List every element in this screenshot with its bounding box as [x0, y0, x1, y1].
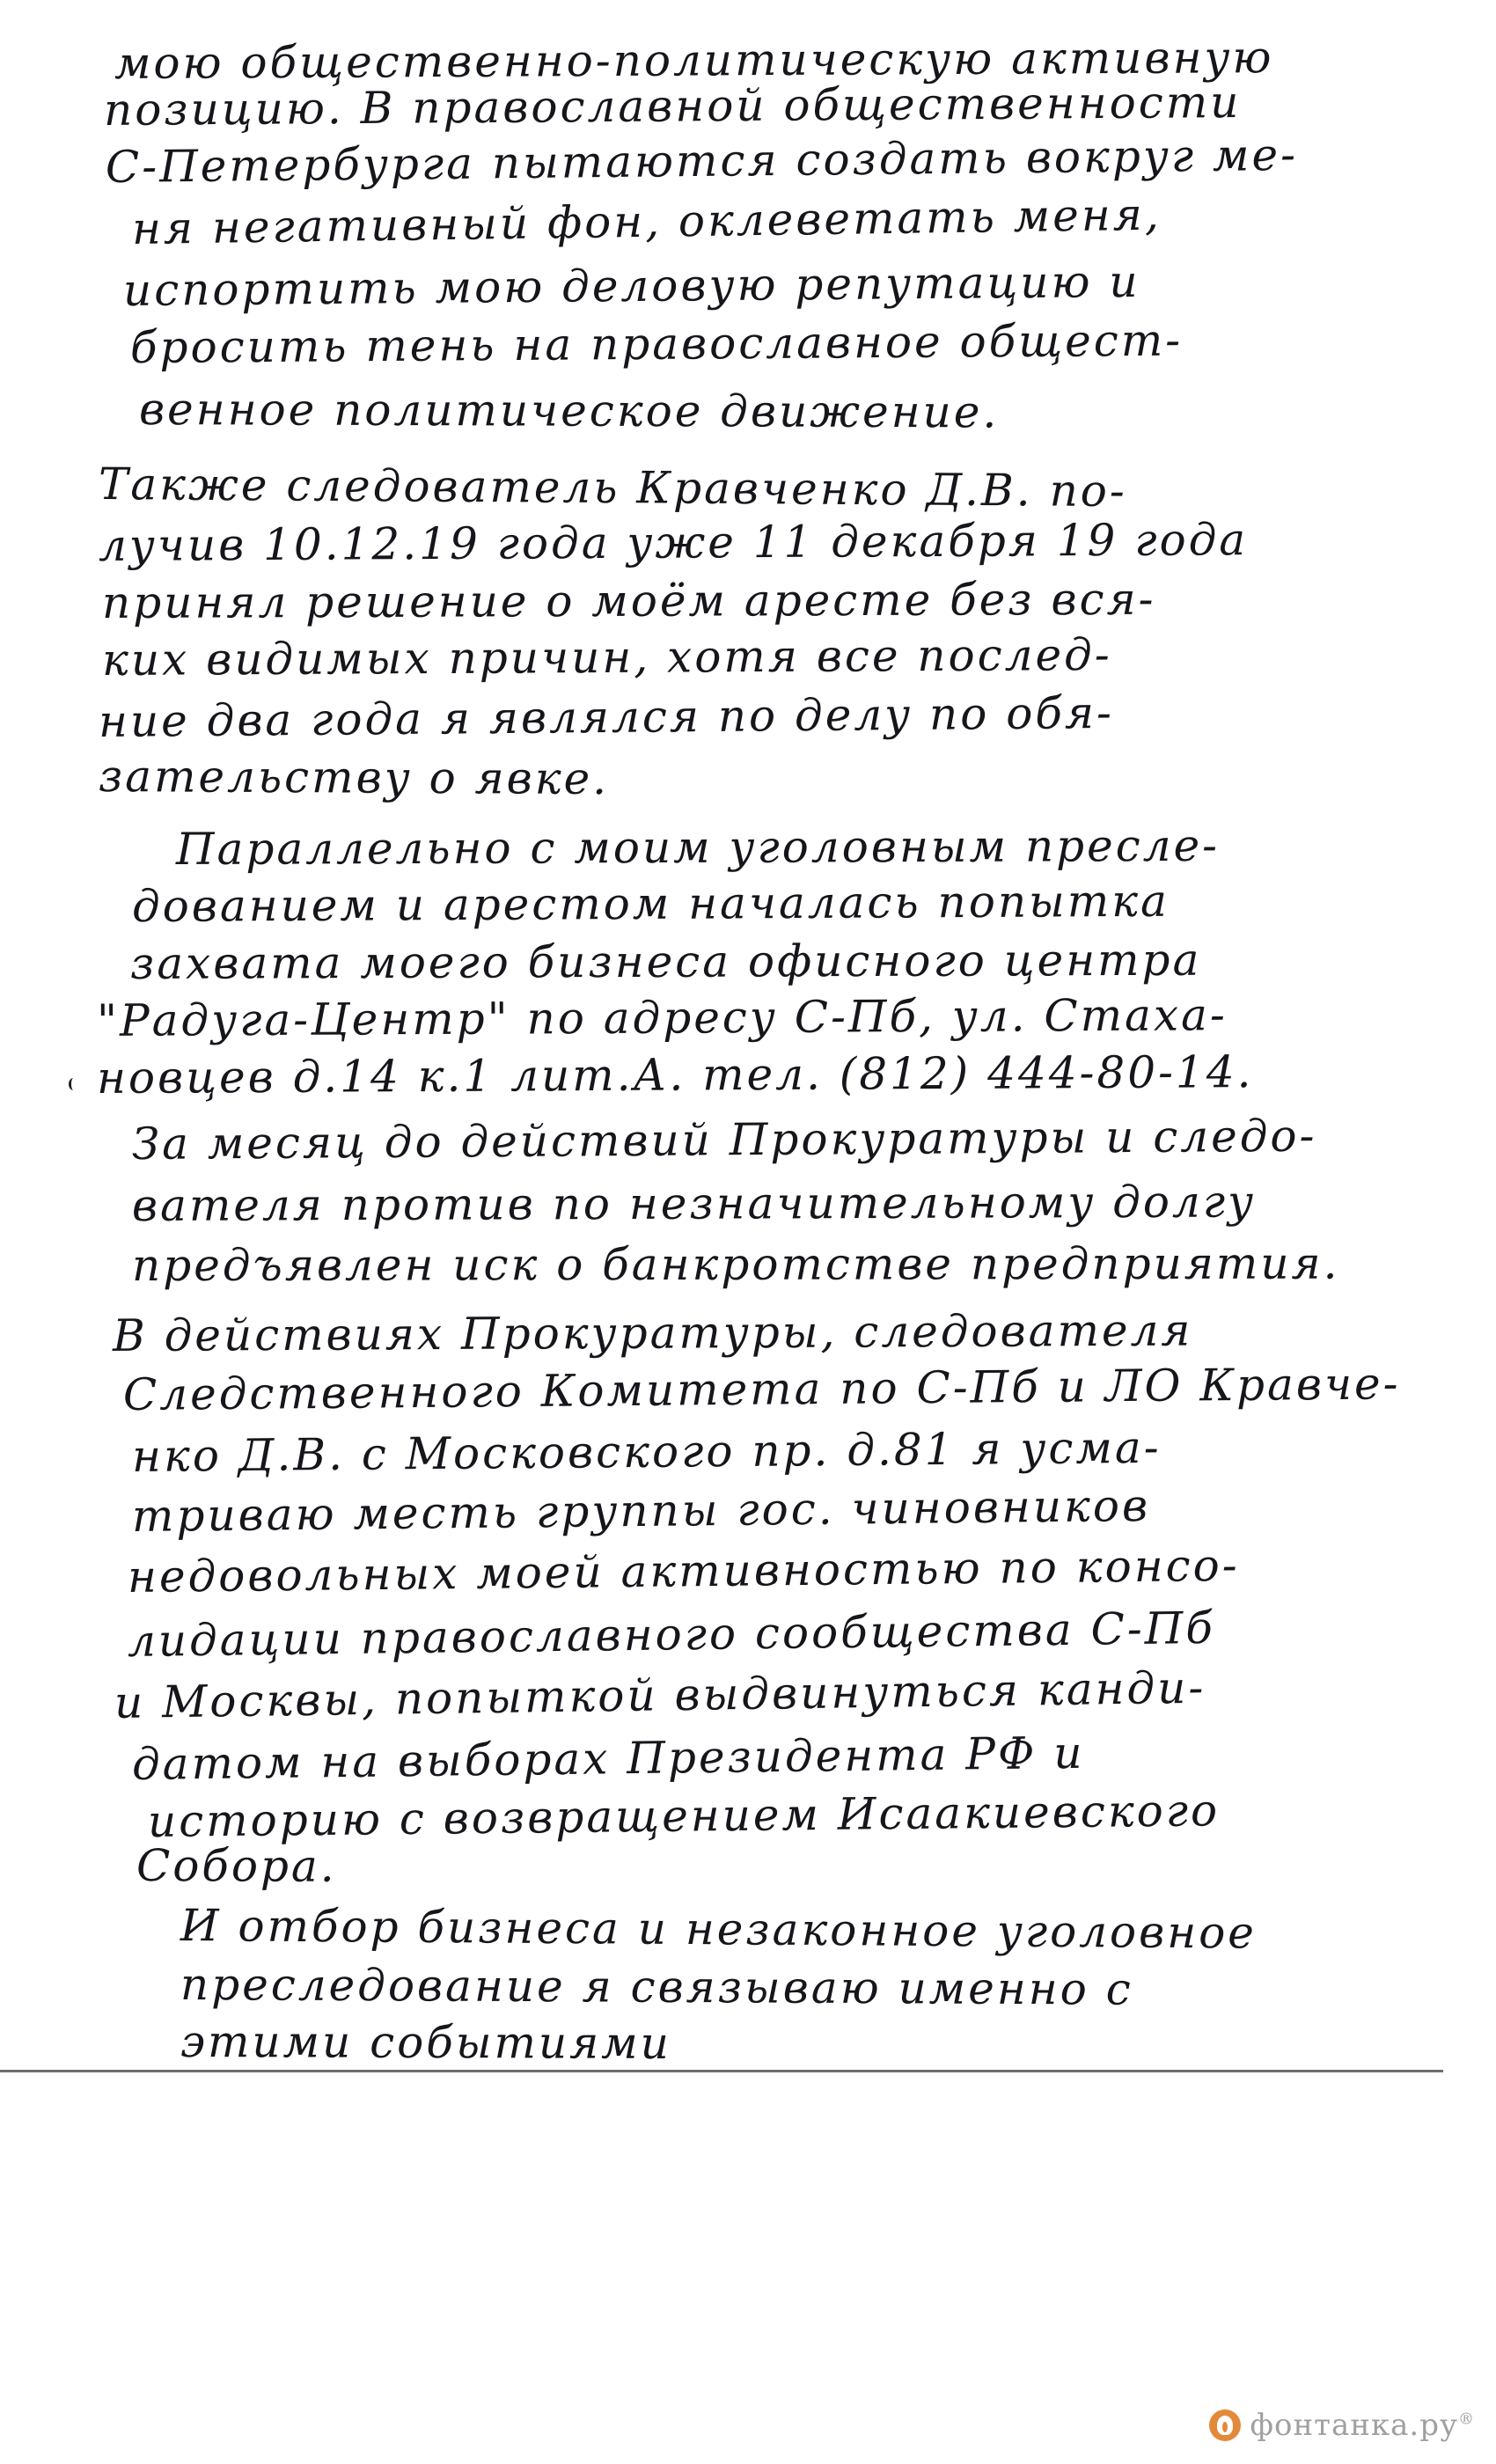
handwritten-line: бросить тень на православное общест- [129, 314, 1184, 373]
handwritten-line: венное политическое движение. [138, 384, 1000, 438]
handwritten-line: лидации православного сообщества С-Пб [127, 1602, 1216, 1667]
handwritten-line: испортить мою деловую репутацию и [122, 255, 1140, 316]
handwritten-line: преследование я связываю именно с [180, 1959, 1133, 2015]
handwritten-line: историю с возвращением Исаакиевского [147, 1785, 1221, 1847]
handwritten-line: Следственного Комитета по С-Пб и ЛО Кравче- [122, 1358, 1401, 1420]
handwritten-line: лучив 10.12.19 года уже 11 декабря 19 года [98, 514, 1249, 571]
scan-page-edge [0, 2070, 1443, 2072]
handwritten-line: зательству о явке. [98, 751, 610, 805]
handwritten-line: Параллельно с моим уголовным пресле- [175, 819, 1221, 875]
handwritten-line: датом на выборах Президента РФ и [131, 1727, 1085, 1790]
handwritten-line: С-Петербурга пытаются создать вокруг ме- [105, 128, 1299, 193]
handwritten-line: В действиях Прокуратуры, следователя [112, 1304, 1193, 1361]
handwritten-line: недовольных моей активностью по консо- [127, 1539, 1240, 1602]
handwritten-line: "Радуга-Центр" по адресу С-Пб, ул. Стаха- [96, 989, 1228, 1046]
handwritten-line: позицию. В православной общественности [103, 76, 1242, 136]
handwritten-line: триваю месть группы гос. чиновников [131, 1479, 1151, 1542]
handwritten-line: вателя против по незначительному долгу [131, 1176, 1257, 1231]
handwritten-line: ких видимых причин, хотя все послед- [101, 628, 1112, 686]
handwritten-line: Собора. [136, 1840, 337, 1892]
handwritten-line: Также следователь Кравченко Д.В. по- [98, 458, 1127, 517]
handwritten-line: этими событиями [180, 2016, 671, 2069]
handwritten-line: и Москвы, попыткой выдвинуться канди- [114, 1661, 1206, 1728]
handwritten-line: новцев д.14 к.1 лит.А. тел. (812) 444-80-14. [96, 1046, 1254, 1104]
handwritten-line: дованием и арестом началась попытка [131, 875, 1170, 932]
handwritten-line: принял решение о моём аресте без вся- [101, 573, 1156, 628]
handwritten-line: За месяц до действий Прокуратуры и следо- [131, 1110, 1317, 1170]
handwritten-line: предъявлен иск о банкротстве предприятия. [131, 1237, 1340, 1291]
watermark [1209, 2408, 1475, 2443]
handwritten-line: мою общественно-политическую активную [114, 32, 1274, 89]
fontanka-logo-icon [1209, 2409, 1241, 2441]
handwritten-line: захвата моего бизнеса офисного центра [129, 934, 1202, 989]
watermark-text: фонтанка.ру® [1250, 2408, 1475, 2443]
margin-ink-mark [69, 1078, 78, 1090]
handwritten-line: ние два года я являлся по делу по обя- [98, 686, 1115, 747]
handwritten-line: ня негативный фон, оклеветать меня, [131, 188, 1162, 254]
handwritten-line: нко Д.В. с Московского пр. д.81 я усма- [131, 1421, 1162, 1482]
handwritten-line: И отбор бизнеса и незаконное уголовное [180, 1900, 1258, 1959]
